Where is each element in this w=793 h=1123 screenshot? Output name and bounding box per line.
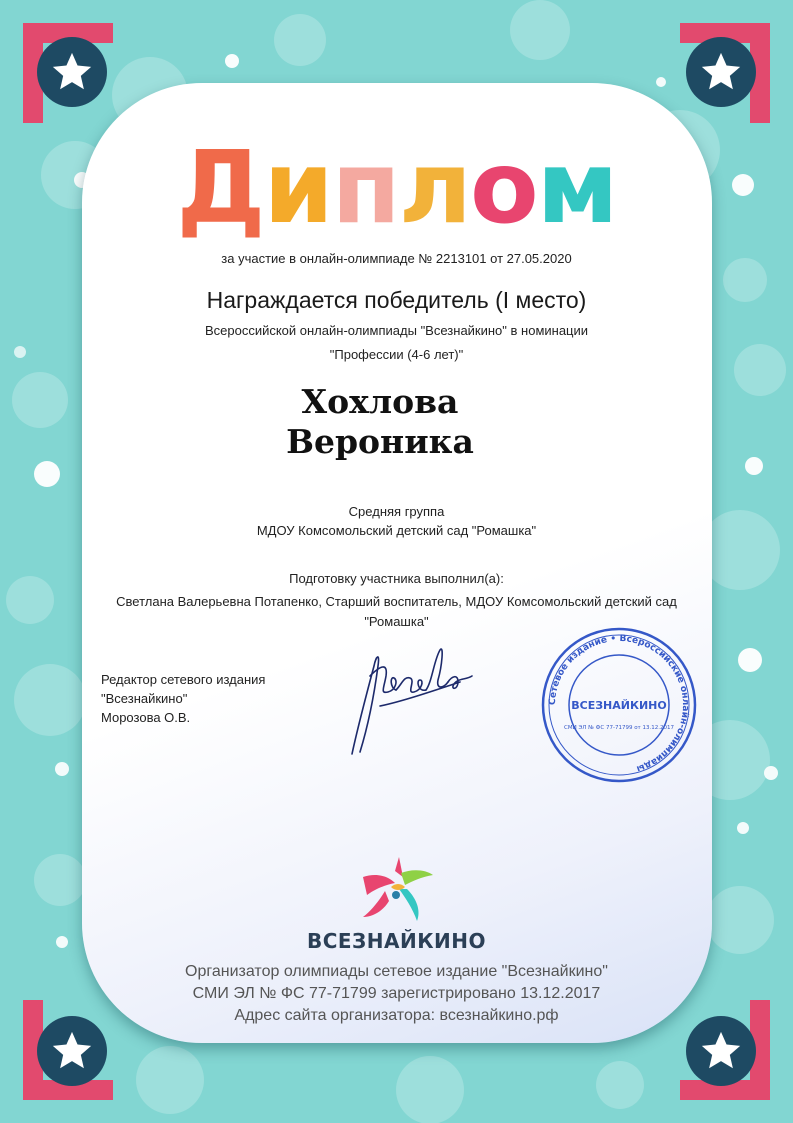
stamp-registration-text: СМИ ЭЛ № ФС 77-71799 от 13.12.2017 <box>564 725 674 731</box>
title-letter: и <box>263 129 332 246</box>
title-letter: о <box>470 129 537 246</box>
stamp-center-text: ВСЕЗНАЙКИНО <box>571 699 667 712</box>
award-heading: Награждается победитель (I место) <box>206 287 587 313</box>
vseznaikino-logo-icon <box>355 855 437 925</box>
star-badge-icon <box>686 37 756 107</box>
title-letter: Д <box>176 129 264 246</box>
corner-top-right <box>680 23 770 113</box>
preparation-text: Светлана Валерьевна Потапенко, Старший воспитатель, МДОУ Комсомольский детский сад "Ромашка" <box>116 594 677 629</box>
school-name: МДОУ Комсомольский детский сад "Ромашка" <box>256 523 537 538</box>
star-badge-icon <box>686 1016 756 1086</box>
nomination-line-2: "Профессии (4-6 лет)" <box>329 347 464 362</box>
nomination-line-1: Всероссийской онлайн-олимпиады "Всезнайкино" в номинации <box>204 323 589 338</box>
recipient-surname: Хохлова <box>301 382 459 421</box>
recipient-name <box>232 378 528 490</box>
footer-registration: СМИ ЭЛ № ФС 77-71799 зарегистрировано 13.12.2017 <box>192 985 601 1002</box>
editor-line-2: "Всезнайкино" <box>101 691 188 706</box>
editor-line-3: Морозова О.В. <box>101 710 191 725</box>
official-stamp <box>539 625 699 785</box>
diploma-title <box>0 129 793 246</box>
diploma-subtitle: за участие в онлайн-олимпиаде № 2213101 от 27.05.2020 <box>221 251 572 266</box>
editor-block <box>101 670 265 727</box>
signature-image <box>340 636 480 766</box>
stamp-outer-text: Сетевое издание • Всероссийские онлайн-олимпиады <box>547 633 691 774</box>
title-letter: п <box>331 129 399 246</box>
logo-wordmark: ВСЕЗНАЙКИНО <box>306 929 487 953</box>
star-badge-icon <box>37 1016 107 1086</box>
star-badge-icon <box>37 37 107 107</box>
footer-website: Адрес сайта организатора: всезнайкино.рф <box>234 1007 559 1024</box>
title-letter: м <box>536 129 617 246</box>
corner-top-left <box>23 23 113 113</box>
editor-line-1: Редактор сетевого издания <box>101 672 266 687</box>
preparation-label: Подготовку участника выполнил(а): <box>289 571 504 586</box>
footer-organizer: Организатор олимпиады сетевое издание "Всезнайкино" <box>185 963 608 980</box>
group-name: Средняя группа <box>348 504 445 519</box>
title-letter: л <box>398 129 471 246</box>
recipient-given-name: Вероника <box>286 422 474 461</box>
